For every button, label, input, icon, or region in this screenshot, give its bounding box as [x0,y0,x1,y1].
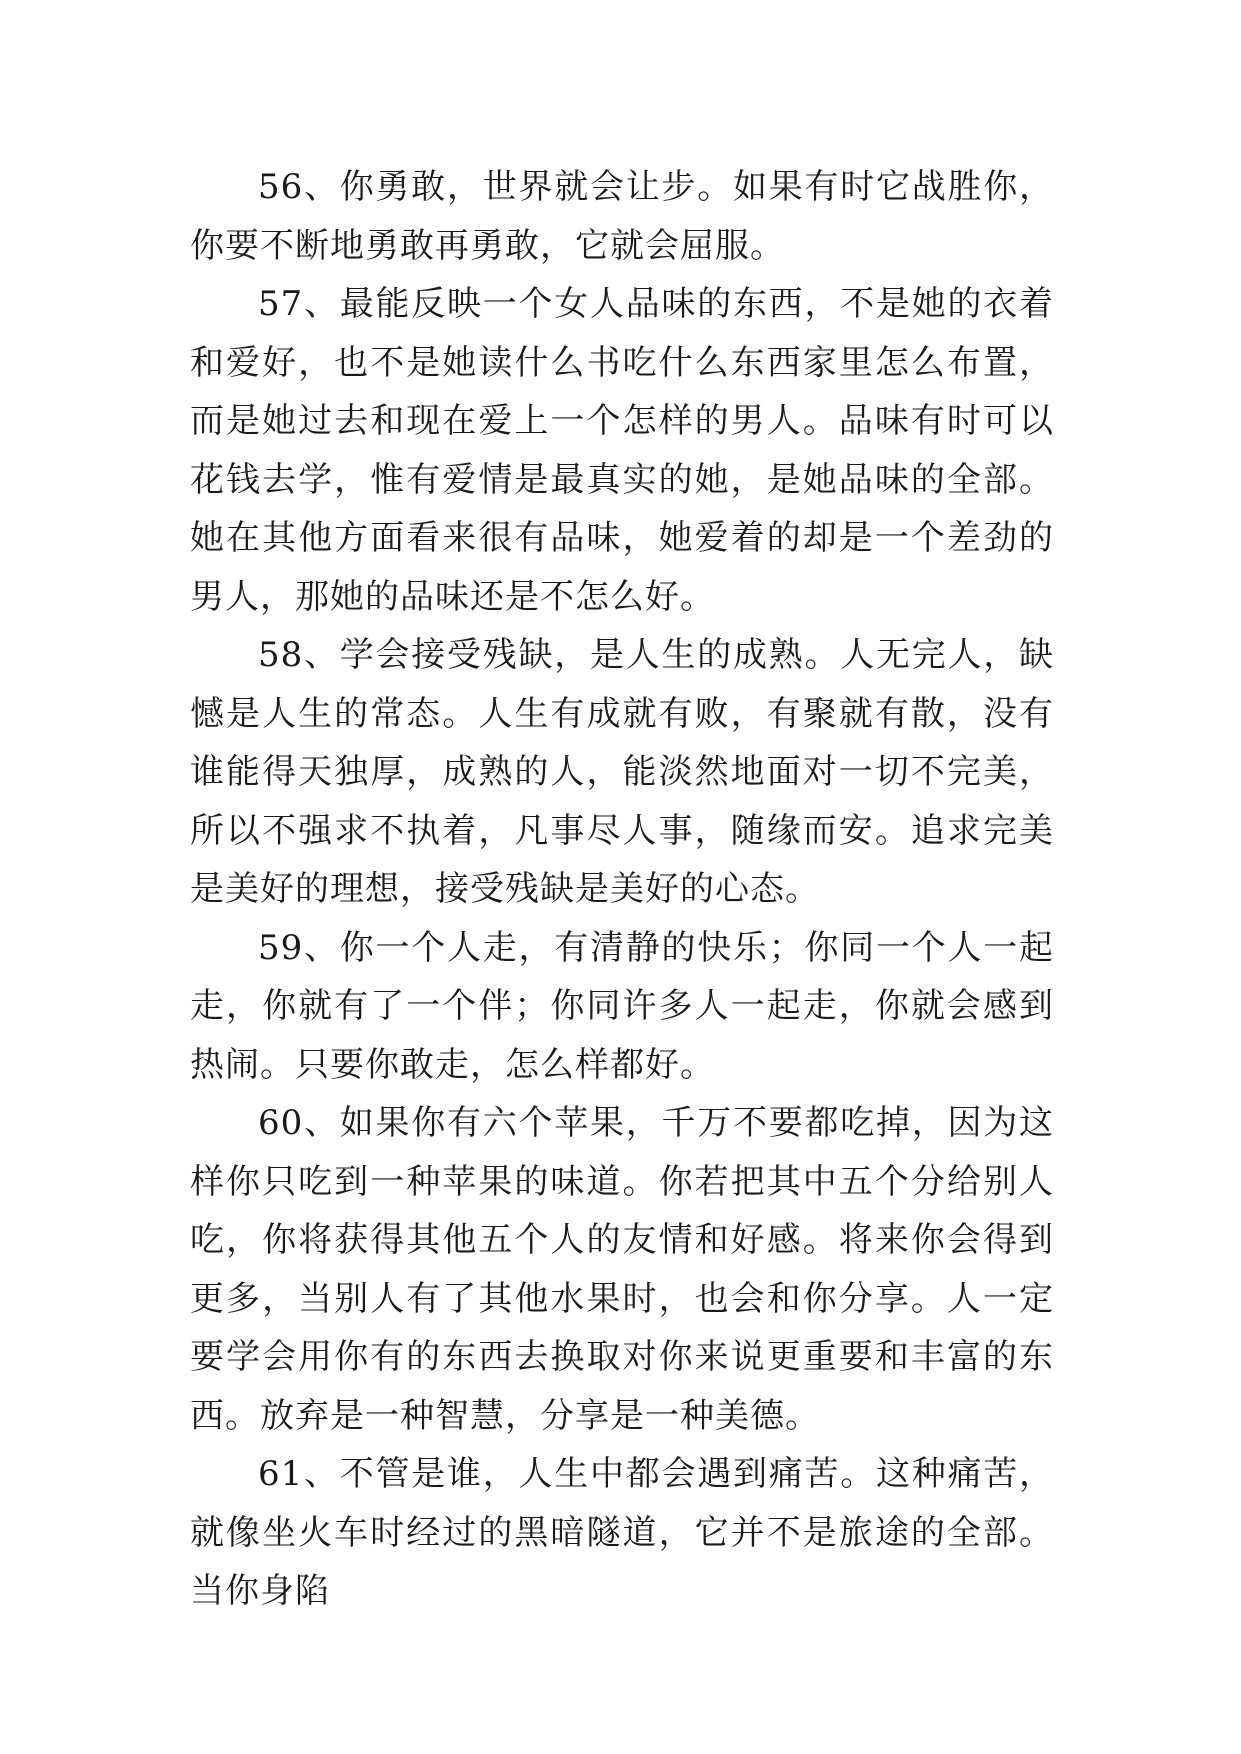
paragraph-56: 56、你勇敢，世界就会让步。如果有时它战胜你，你要不断地勇敢再勇敢，它就会屈服。 [190,167,1054,266]
document-page [190,158,1054,1621]
paragraph-58: 58、学会接受残缺，是人生的成熟。人无完人，缺憾是人生的常态。人生有成就有败，有聚就有散，没有谁能得天独厚，成熟的人，能淡然地面对一切不完美，所以不强求不执着，凡事尽人事，随缘而安。追求完美是美好的理想，接受残缺是美好的心态。 [190,635,1054,909]
paragraph-59: 59、你一个人走，有清静的快乐；你同一个人一起走，你就有了一个伴；你同许多人一起走，你就会感到热闹。只要你敢走，怎么样都好。 [190,927,1054,1085]
paragraph-61: 61、不管是谁，人生中都会遇到痛苦。这种痛苦，就像坐火车时经过的黑暗隧道，它并不是旅途的全部。当你身陷 [190,1454,1054,1611]
paragraph-60: 60、如果你有六个苹果，千万不要都吃掉，因为这样你只吃到一种苹果的味道。你若把其中五个分给别人吃，你将获得其他五个人的友情和好感。将来你会得到更多，当别人有了其他水果时，也会和你分享。人一定要学会用你有的东西去换取对你来说更重要和丰富的东西。放弃是一种智慧，分享是一种美德。 [190,1103,1054,1436]
paragraph-57: 57、最能反映一个女人品味的东西，不是她的衣着和爱好，也不是她读什么书吃什么东西家里怎么布置，而是她过去和现在爱上一个怎样的男人。品味有时可以花钱去学，惟有爱情是最真实的她，是她品味的全部。她在其他方面看来很有品味，她爱着的却是一个差劲的男人，那她的品味还是不怎么好。 [190,284,1054,617]
